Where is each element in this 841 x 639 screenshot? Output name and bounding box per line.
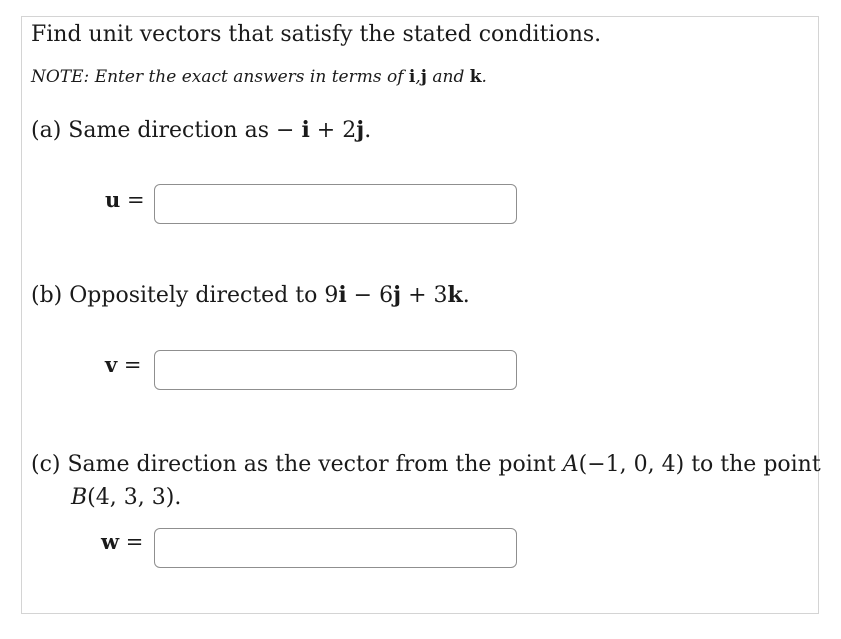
part-b-prefix: (b) Oppositely directed to 9 bbox=[31, 283, 339, 308]
answer-a-input[interactable] bbox=[154, 184, 517, 224]
answer-c-input[interactable] bbox=[154, 528, 517, 568]
part-a-end: . bbox=[364, 118, 372, 143]
answer-c-eq: = bbox=[119, 530, 144, 554]
part-c-mid: to the point bbox=[684, 452, 821, 477]
note-end: . bbox=[481, 67, 487, 87]
answer-c-var: w bbox=[101, 529, 120, 554]
answer-c-label bbox=[101, 529, 143, 554]
note-j: j bbox=[420, 67, 427, 87]
note-and: and bbox=[432, 67, 465, 87]
answer-a-eq: = bbox=[120, 188, 145, 212]
part-b-i: i bbox=[338, 282, 347, 308]
note-text bbox=[31, 67, 487, 87]
part-a-i: i bbox=[301, 117, 310, 143]
answer-b-eq: = bbox=[117, 353, 142, 377]
part-c-point-a: A bbox=[562, 452, 579, 477]
question-panel bbox=[21, 16, 819, 614]
part-a-prefix: (a) Same direction as bbox=[31, 118, 276, 143]
part-c-a-coords: (−1, 0, 4) bbox=[578, 452, 685, 477]
note-sep: , bbox=[415, 67, 421, 87]
answer-b-var: v bbox=[105, 352, 118, 377]
part-a-j: j bbox=[356, 117, 365, 143]
note-prefix: NOTE: Enter the exact answers in terms of bbox=[31, 67, 404, 87]
part-b-text bbox=[31, 282, 470, 308]
part-c-end: . bbox=[174, 485, 182, 510]
answer-b-input[interactable] bbox=[154, 350, 517, 390]
answer-a-label bbox=[105, 187, 145, 212]
part-c-text-line2 bbox=[71, 485, 181, 510]
note-k: k bbox=[469, 67, 482, 87]
answer-b-label bbox=[105, 352, 141, 377]
part-c-point-b: B bbox=[71, 485, 88, 510]
question-prompt: Find unit vectors that satisfy the stated conditions. bbox=[31, 22, 602, 47]
part-c-text-line1 bbox=[31, 452, 821, 477]
part-b-end: . bbox=[462, 283, 470, 308]
part-b-mid2: + 3 bbox=[401, 283, 448, 308]
part-b-j: j bbox=[393, 282, 402, 308]
answer-a-var: u bbox=[105, 187, 121, 212]
part-c-prefix: (c) Same direction as the vector from the point bbox=[31, 452, 563, 477]
note-i: i bbox=[408, 67, 416, 87]
part-b-mid1: − 6 bbox=[346, 283, 394, 308]
part-c-b-coords: (4, 3, 3) bbox=[87, 485, 175, 510]
part-b-k: k bbox=[447, 282, 463, 308]
part-a-text bbox=[31, 117, 371, 143]
part-a-minus: − bbox=[276, 118, 295, 143]
part-a-rest: + 2 bbox=[309, 118, 357, 143]
